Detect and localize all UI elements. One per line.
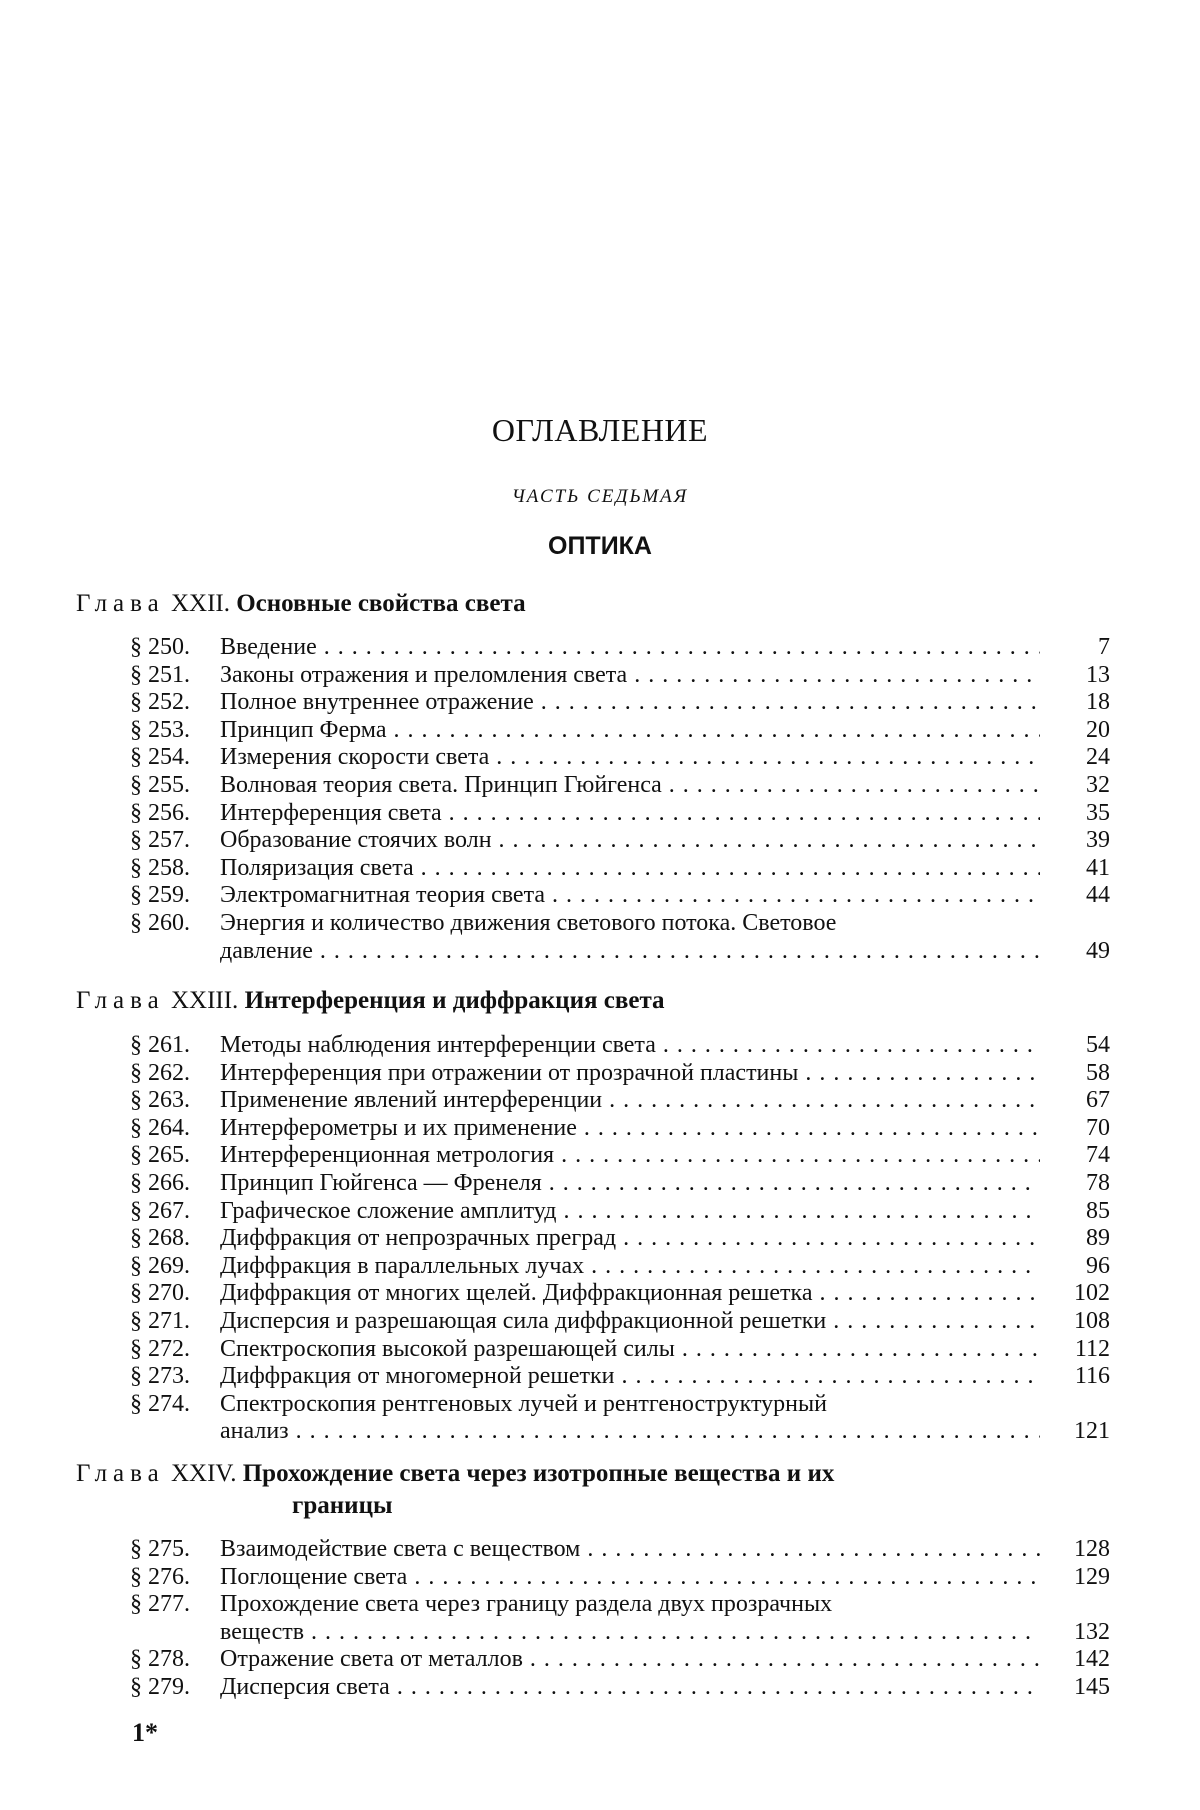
section-number: § 273. (130, 1363, 190, 1390)
section-title: Дисперсия и разрешающая сила диффракционной решетки . . . (220, 1308, 1040, 1336)
toc-entry (130, 662, 1110, 690)
page-number: 18 (1086, 689, 1110, 716)
page-number: 49 (1086, 937, 1110, 964)
toc-entry (130, 744, 1110, 772)
chapter-heading (76, 1458, 1096, 1522)
section-number: § 276. (130, 1563, 190, 1590)
section-number: § 254. (130, 744, 190, 771)
toc-entry (130, 1674, 1110, 1702)
section-number: § 269. (130, 1252, 190, 1279)
section-title: Электромагнитная теория света . . . (220, 882, 1040, 910)
section-title: Диффракция от многомерной решетки . . . (220, 1363, 1040, 1391)
page-number: 102 (1074, 1280, 1110, 1307)
section-number: § 261. (130, 1032, 190, 1058)
page-number: 32 (1086, 771, 1110, 798)
section-title: Диффракция от непрозрачных преград . . . (220, 1225, 1040, 1253)
section-heading: ОПТИКА (548, 532, 652, 560)
signature-mark: 1* (132, 1718, 158, 1747)
toc-entry (130, 634, 1110, 662)
page-number: 58 (1086, 1059, 1110, 1086)
page-number: 7 (1098, 634, 1110, 660)
section-number: § 279. (130, 1673, 190, 1700)
page-number: 44 (1086, 882, 1110, 909)
page-number: 116 (1074, 1363, 1110, 1390)
section-title: Спектроскопия рентгеновых лучей и рентгеноструктурный (220, 1390, 827, 1417)
toc-entry (130, 1060, 1110, 1088)
toc-entry (130, 1198, 1110, 1226)
page-number: 89 (1086, 1225, 1110, 1252)
toc-entry (130, 1536, 1110, 1564)
section-title: Диффракция в параллельных лучах . . . (220, 1253, 1040, 1281)
section-title: Методы наблюдения интерференции света . . . (220, 1032, 1040, 1060)
toc-entry (130, 910, 1110, 938)
section-title: Спектроскопия высокой разрешающей силы . . . (220, 1336, 1040, 1364)
section-title: Интерференционная метрология . . . (220, 1142, 1040, 1170)
section-title: Графическое сложение амплитуд . . . (220, 1198, 1040, 1226)
chapter-number: XXII. (170, 590, 230, 617)
section-number: § 258. (130, 854, 190, 881)
chapter-label: Глава (76, 987, 165, 1014)
section-title: Полное внутреннее отражение . . . (220, 689, 1040, 717)
section-title: Прохождение света через границу раздела двух прозрачных (220, 1591, 833, 1618)
section-number: § 272. (130, 1335, 190, 1362)
page-number: 128 (1074, 1536, 1110, 1562)
section-title: Применение явлений интерференции . . . (220, 1087, 1040, 1115)
toc-entry (130, 1032, 1110, 1060)
section-number: § 263. (130, 1087, 190, 1114)
page-number: 145 (1074, 1673, 1110, 1700)
section-title: Взаимодействие света с веществом . . . (220, 1536, 1040, 1564)
chapter-title: Основные свойства света (236, 590, 526, 617)
toc-entry (130, 1363, 1110, 1391)
page-number: 108 (1074, 1307, 1110, 1334)
chapter-number: XXIII. (170, 987, 239, 1014)
section-title: Принцип Ферма . . . (220, 717, 1040, 745)
page-number: 121 (1074, 1418, 1110, 1445)
chapter-heading (76, 985, 1096, 1017)
toc-entry (130, 1142, 1110, 1170)
toc-entry (130, 689, 1110, 717)
section-title: Волновая теория света. Принцип Гюйгенса . . . (220, 772, 1040, 800)
toc-entry (130, 855, 1110, 883)
section-number: § 251. (130, 661, 190, 688)
page-number: 67 (1086, 1087, 1110, 1114)
section-title: Интерферометры и их применение . . . (220, 1115, 1040, 1143)
toc-entry (130, 1225, 1110, 1253)
chapter-title: Прохождение света через изотропные вещества и их (242, 1460, 835, 1487)
page-number: 142 (1074, 1646, 1110, 1673)
section-number: § 266. (130, 1169, 190, 1196)
section-number: § 262. (130, 1059, 190, 1086)
section-number: § 255. (130, 771, 190, 798)
page-number: 41 (1086, 854, 1110, 881)
section-number: § 271. (130, 1307, 190, 1334)
section-title: Поглощение света . . . (220, 1564, 1040, 1592)
toc-entry (130, 1308, 1110, 1336)
page-title: ОГЛАВЛЕНИЕ (491, 412, 709, 448)
section-number: § 259. (130, 882, 190, 909)
section-number: § 277. (130, 1591, 190, 1618)
section-number: § 275. (130, 1536, 190, 1562)
page-number: 35 (1086, 799, 1110, 826)
toc-entry (130, 827, 1110, 855)
page-number: 20 (1086, 716, 1110, 743)
section-title: Интерференция при отражении от прозрачной пластины . . . (220, 1060, 1040, 1088)
toc-entry (130, 800, 1110, 828)
section-number: § 278. (130, 1646, 190, 1673)
section-title: Дисперсия света . . . (220, 1674, 1040, 1702)
page-number: 112 (1074, 1335, 1110, 1362)
section-title-continued: давление . . . (220, 938, 1040, 966)
toc-entry (130, 1087, 1110, 1115)
toc-entry (130, 1115, 1110, 1143)
toc-entry (130, 1591, 1110, 1619)
section-title-continued: анализ . . . (220, 1418, 1040, 1446)
toc-entry (130, 1564, 1110, 1592)
section-number: § 256. (130, 799, 190, 826)
section-number: § 257. (130, 827, 190, 854)
toc-entry (130, 772, 1110, 800)
toc-entry-continued (130, 1619, 1110, 1647)
section-title: Введение . . . (220, 634, 1040, 662)
toc-entry (130, 1391, 1110, 1419)
section-title: Измерения скорости света . . . (220, 744, 1040, 772)
section-title: Диффракция от многих щелей. Диффракционная решетка . . . (220, 1280, 1040, 1308)
section-number: § 264. (130, 1114, 190, 1141)
section-number: § 265. (130, 1142, 190, 1169)
toc-entry (130, 1170, 1110, 1198)
toc-entry (130, 882, 1110, 910)
section-number: § 268. (130, 1225, 190, 1252)
section-title: Поляризация света . . . (220, 855, 1040, 883)
section-title-continued: веществ . . . (220, 1619, 1040, 1647)
page-number: 13 (1086, 661, 1110, 688)
section-title: Законы отражения и преломления света . . . (220, 662, 1040, 690)
toc-entry (130, 1280, 1110, 1308)
chapter-title-continued: границы (292, 1492, 393, 1519)
toc-entry-continued (130, 938, 1110, 966)
section-number: § 270. (130, 1280, 190, 1307)
page-number: 74 (1086, 1142, 1110, 1169)
chapter-heading (76, 588, 1096, 620)
page-number: 70 (1086, 1114, 1110, 1141)
section-title: Образование стоячих волн . . . (220, 827, 1040, 855)
page-number: 132 (1074, 1618, 1110, 1645)
section-title: Интерференция света . . . (220, 800, 1040, 828)
toc-entry (130, 1646, 1110, 1674)
section-number: § 267. (130, 1197, 190, 1224)
page-number: 78 (1086, 1169, 1110, 1196)
chapter-title: Интерференция и диффракция света (244, 987, 665, 1014)
page-number: 54 (1086, 1032, 1110, 1058)
toc-list (130, 1536, 1110, 1702)
page-number: 85 (1086, 1197, 1110, 1224)
toc-entry (130, 1253, 1110, 1281)
toc-entry-continued (130, 1418, 1110, 1446)
toc-list (130, 1032, 1110, 1446)
page-number: 96 (1086, 1252, 1110, 1279)
part-heading: ЧАСТЬ СЕДЬМАЯ (511, 486, 689, 507)
section-number: § 250. (130, 634, 190, 660)
section-number: § 253. (130, 716, 190, 743)
chapter-label: Глава (76, 1460, 165, 1487)
page-number: 39 (1086, 827, 1110, 854)
toc-list (130, 634, 1110, 965)
section-title: Энергия и количество движения светового потока. Световое (220, 909, 837, 936)
toc-entry (130, 717, 1110, 745)
chapter-label: Глава (76, 590, 165, 617)
section-title: Принцип Гюйгенса — Френеля . . . (220, 1170, 1040, 1198)
section-number: § 274. (130, 1390, 190, 1417)
toc-entry (130, 1336, 1110, 1364)
section-number: § 260. (130, 909, 190, 936)
chapter-number: XXIV. (170, 1460, 237, 1487)
section-title: Отражение света от металлов . . . (220, 1646, 1040, 1674)
page-number: 129 (1074, 1563, 1110, 1590)
page-number: 24 (1086, 744, 1110, 771)
section-number: § 252. (130, 689, 190, 716)
